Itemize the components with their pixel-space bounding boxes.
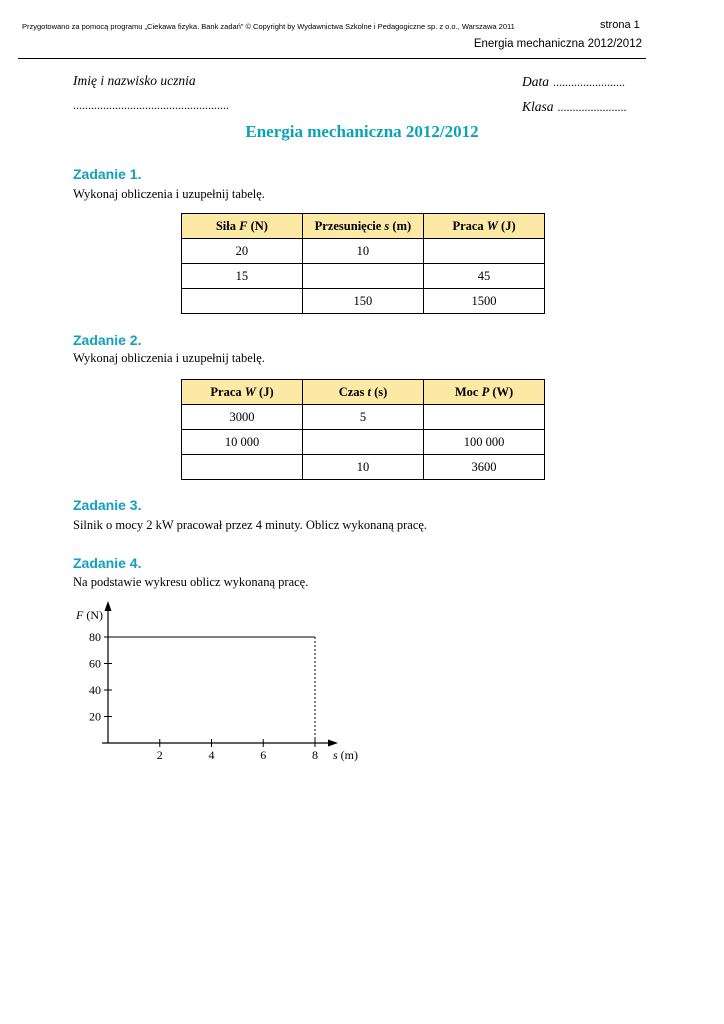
task-3-text: Silnik o mocy 2 kW pracował przez 4 minuty. Oblicz wykonaną pracę. [73,518,428,532]
header-subtitle: Energia mechaniczna 2012/2012 [473,38,642,50]
table-blank-cell[interactable] [182,455,303,480]
force-displacement-chart [0,595,724,780]
task-2-heading: Zadanie 2. [73,332,142,348]
x-tick-label: 6 [260,748,267,762]
table-header-cell: Siła F (N) [182,214,303,239]
header-rule [18,58,646,59]
table-cell: 10 [303,455,424,480]
y-tick-label: 60 [89,656,101,671]
table-cell: 20 [182,239,303,264]
y-axis-arrow [105,601,112,611]
date-dots: ........................ [553,75,625,89]
table-row [182,239,545,264]
y-tick-label: 20 [89,709,101,724]
table-cell: 150 [302,289,423,314]
copyright-note: Przygotowano za pomocą programu „Ciekawa fizyka. Bank zadań” © Copyright by Wydawnictwa Szkolne i Pedagogiczne sp. z o.o., Warszawa 2011 [22,22,515,31]
table-cell: 1500 [424,289,545,314]
table-blank-cell[interactable] [303,430,424,455]
table-header-cell: Czas t (s) [303,380,424,405]
table-header-cell: Praca W (J) [424,214,545,239]
table-header-row [182,380,545,405]
task-4-heading: Zadanie 4. [73,555,142,571]
task-4-text: Na podstawie wykresu oblicz wykonaną pracę. [73,575,309,589]
table-row [182,264,545,289]
page-title: Energia mechaniczna 2012/2012 [245,122,479,141]
y-tick-label: 80 [89,630,101,644]
class-dots: ....................... [557,100,627,114]
table-blank-cell[interactable] [182,289,303,314]
class-label: Klasa [522,99,554,114]
table-blank-cell[interactable] [424,239,545,264]
table-header-row [182,214,545,239]
y-axis-label: F (N) [76,608,104,622]
task-1-table [181,213,545,314]
table-cell: 5 [303,405,424,430]
class-field[interactable] [522,98,627,116]
x-tick-label: 2 [156,748,163,762]
x-tick-label: 4 [208,748,215,762]
task-2-text: Wykonaj obliczenia i uzupełnij tabelę. [73,351,265,365]
table-cell: 10 [302,239,423,264]
task-3-heading: Zadanie 3. [73,497,142,513]
task-1-heading: Zadanie 1. [73,166,142,182]
table-header-cell: Praca W (J) [182,380,303,405]
table-cell: 15 [182,264,303,289]
table-cell: 3000 [182,405,303,430]
page-number: strona 1 [600,19,640,31]
student-name-field[interactable]: .................................................... [73,98,229,112]
table-header-cell: Przesunięcie s (m) [302,214,423,239]
date-label: Data [522,74,549,89]
table-row [182,430,545,455]
table-blank-cell[interactable] [424,405,545,430]
table-row [182,405,545,430]
table-cell: 10 000 [182,430,303,455]
x-axis-arrow [328,740,338,747]
table-cell: 3600 [424,455,545,480]
y-tick-label: 40 [89,683,101,697]
table-cell: 100 000 [424,430,545,455]
x-axis-label: s (m) [333,748,358,762]
table-cell: 45 [424,264,545,289]
task-1-text: Wykonaj obliczenia i uzupełnij tabelę. [73,187,265,201]
table-header-cell: Moc P (W) [424,380,545,405]
x-tick-label: 8 [312,748,318,762]
student-name-label: Imię i nazwisko ucznia [73,73,196,88]
table-blank-cell[interactable] [302,264,423,289]
table-row [182,455,545,480]
date-field[interactable] [522,73,625,91]
table-row [182,289,545,314]
task-2-table [181,379,545,480]
